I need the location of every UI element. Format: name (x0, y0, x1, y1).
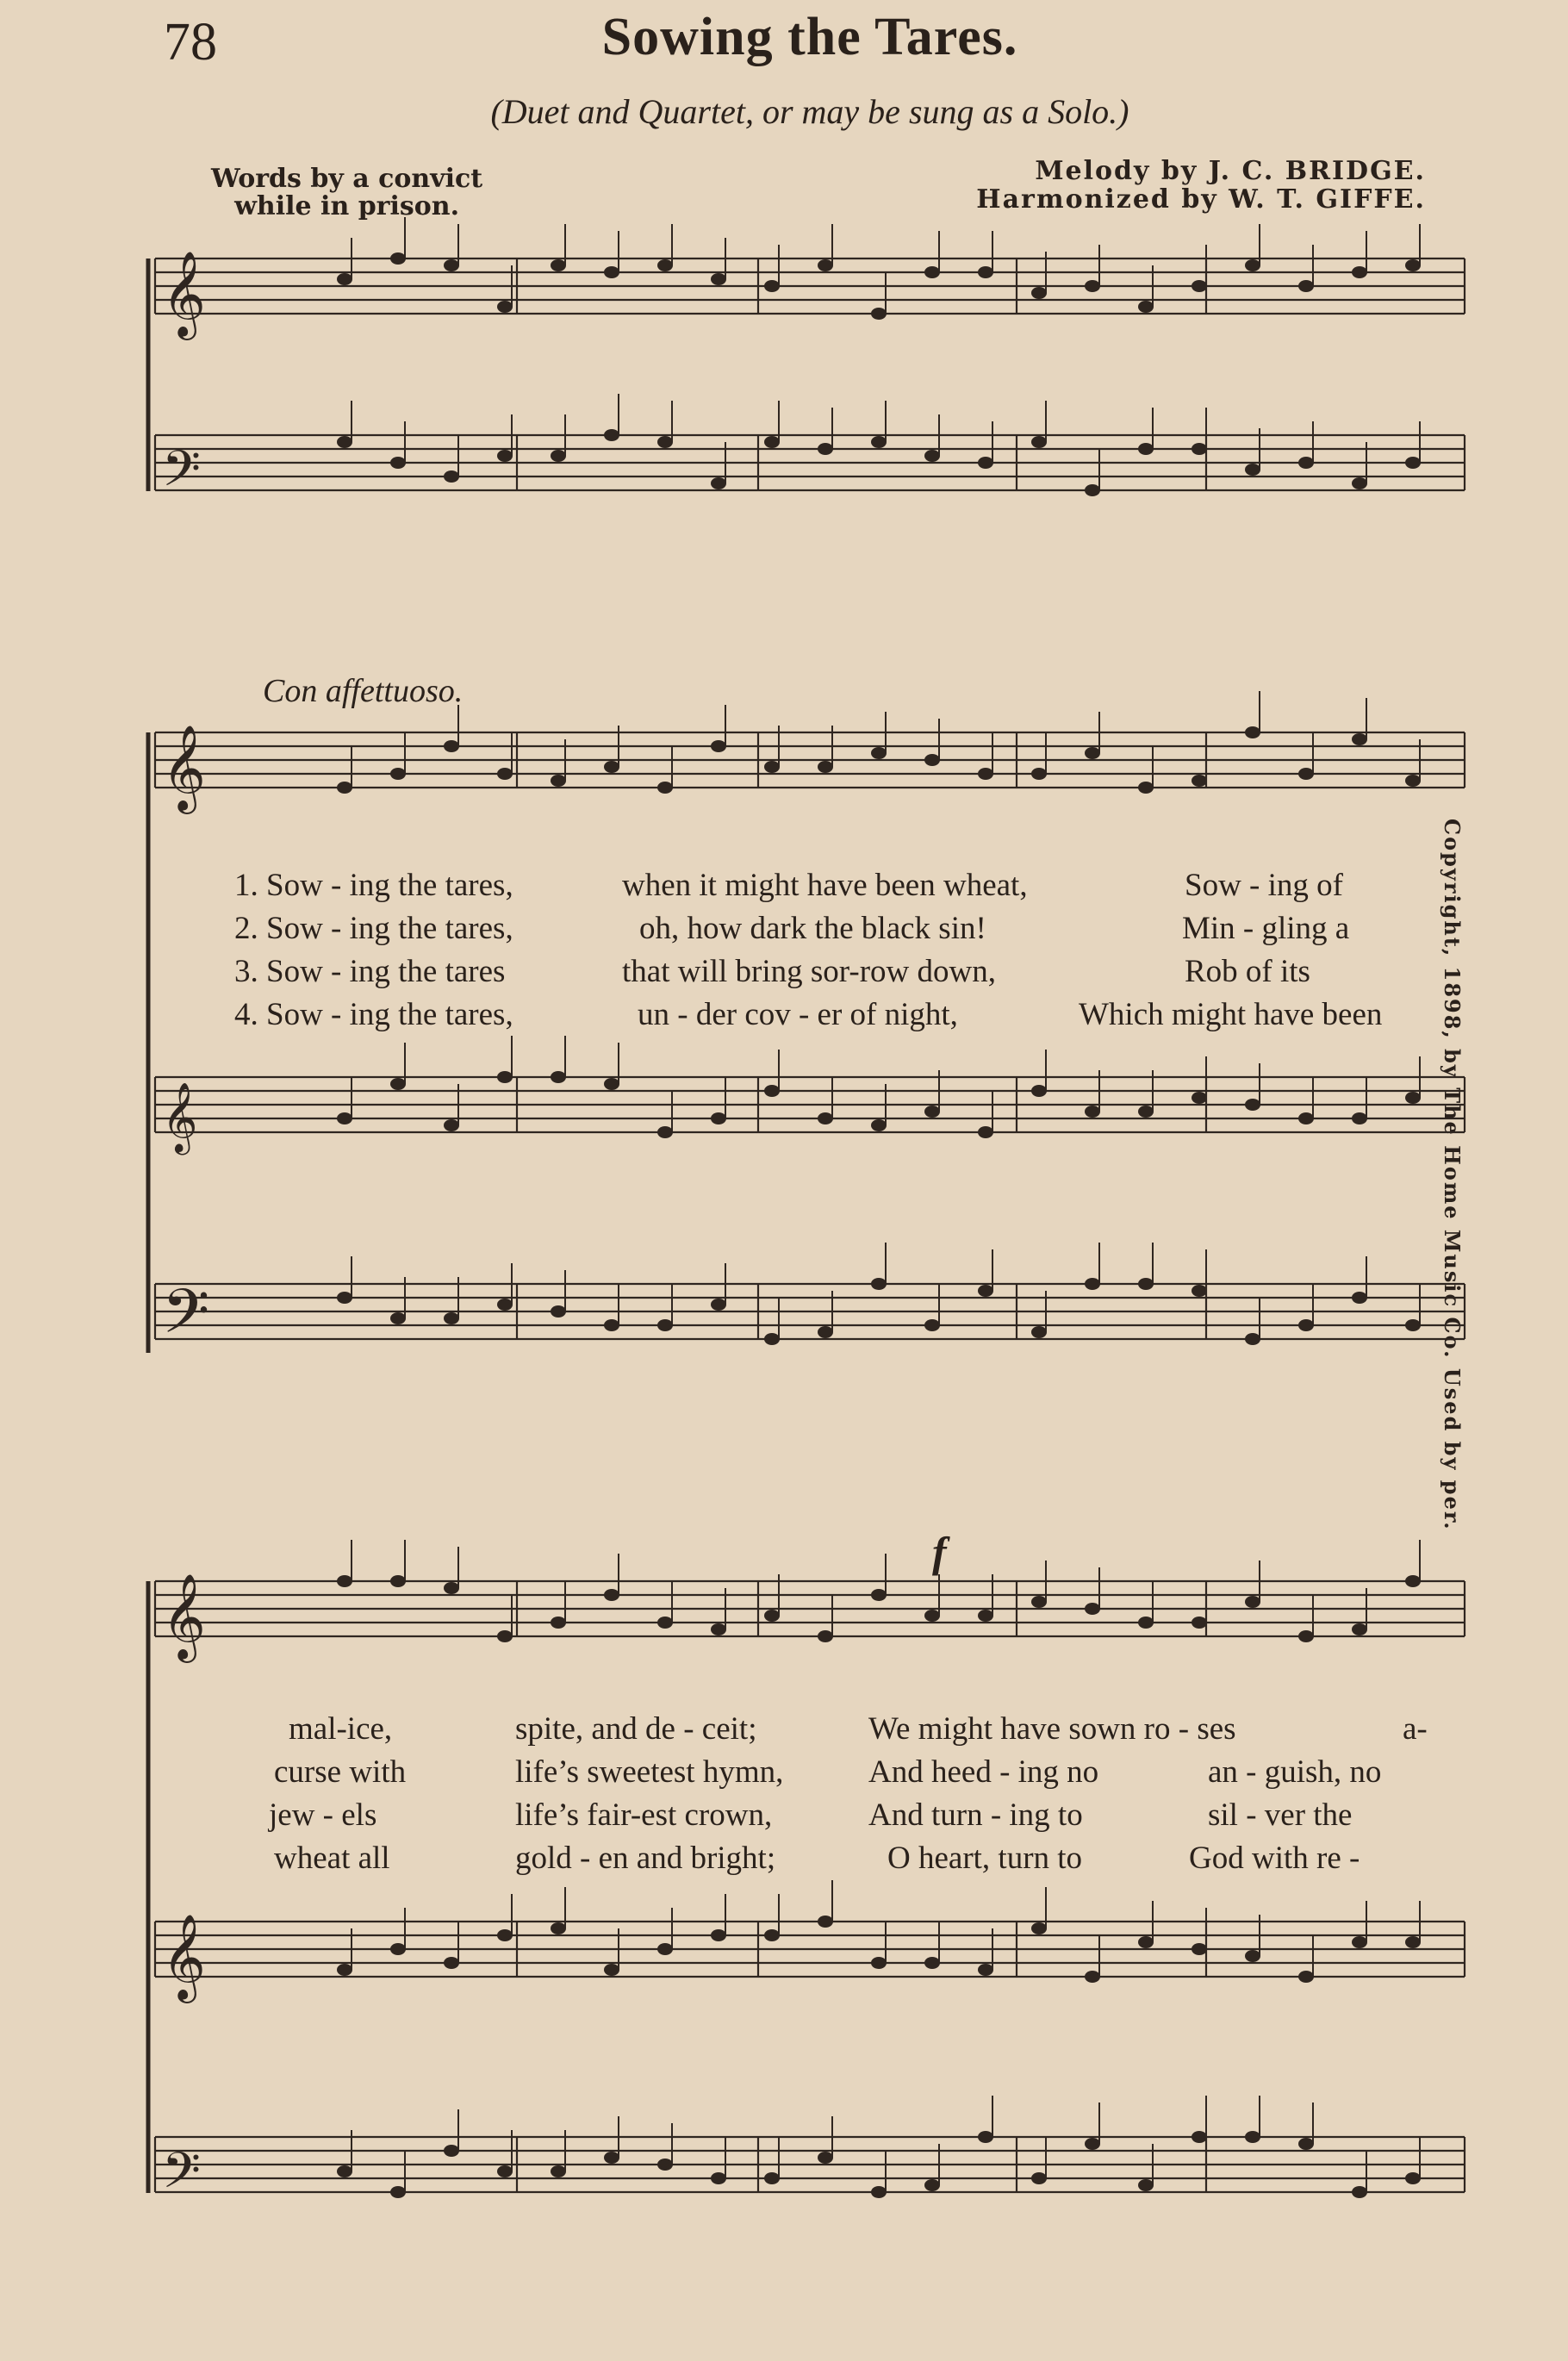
verse-1-cont-d: a- (1403, 1711, 1428, 1747)
verse-1-line-b: when it might have been wheat, (622, 868, 1028, 903)
svg-text:𝄞: 𝄞 (162, 1573, 206, 1660)
verse-2-line-a: 2. Sow - ing the tares, (234, 911, 513, 946)
verse-1-cont-a: mal-ice, (289, 1711, 393, 1747)
verse-2-cont-b: life’s sweetest hymn, (515, 1754, 784, 1790)
verse-3-line-b: that will bring sor-row down, (622, 954, 996, 989)
svg-text:𝄢: 𝄢 (162, 2141, 202, 2212)
verse-3-line-c: Rob of its (1185, 954, 1310, 989)
verse-3-cont-c: And turn - ing to (868, 1797, 1083, 1833)
verse-2-cont-a: curse with (274, 1754, 407, 1790)
words-credit-line2: while in prison. (234, 191, 460, 221)
svg-text:𝄢: 𝄢 (162, 439, 202, 510)
tempo-marking: Con affettuoso. (263, 673, 464, 709)
verse-4-cont-a: wheat all (274, 1841, 390, 1876)
melody-credit: Melody by J. C. BRIDGE. (1035, 156, 1426, 186)
verse-4-line-b: un - der cov - er of night, (638, 997, 958, 1032)
copyright-notice: Copyright, 1898, by The Home Music Co. Used by per. (1440, 819, 1465, 1531)
svg-text:𝄞: 𝄞 (162, 725, 206, 811)
words-credit-line1: Words by a convict (211, 164, 483, 194)
verse-1-cont-b: spite, and de - ceit; (515, 1711, 757, 1747)
svg-text:𝄢: 𝄢 (162, 1276, 210, 1362)
verse-2-line-c: Min - gling a (1182, 911, 1350, 946)
verse-4-line-a: 4. Sow - ing the tares, (234, 997, 513, 1032)
verse-3-cont-a: jew - els (269, 1797, 377, 1833)
verse-4-line-c: Which might have been (1079, 997, 1383, 1032)
verse-2-cont-c: And heed - ing no (868, 1754, 1099, 1790)
verse-1-line-a: 1. Sow - ing the tares, (234, 868, 513, 903)
page-number: 78 (164, 13, 217, 72)
verse-4-cont-b: gold - en and bright; (515, 1841, 776, 1876)
verse-1-line-c: Sow - ing of (1185, 868, 1343, 903)
hymn-subtitle: (Duet and Quartet, or may be sung as a Solo.) (490, 92, 1129, 131)
svg-text:𝄞: 𝄞 (162, 251, 206, 337)
verse-4-cont-d: God with re - (1189, 1841, 1360, 1876)
svg-text:𝄞: 𝄞 (162, 1914, 206, 2000)
verse-3-cont-d: sil - ver the (1208, 1797, 1353, 1833)
hymn-title: Sowing the Tares. (601, 8, 1018, 66)
verse-1-cont-c: We might have sown ro - ses (868, 1711, 1236, 1747)
dynamic-marking: f (932, 1528, 947, 1576)
verse-3-cont-b: life’s fair-est crown, (515, 1797, 773, 1833)
harmony-credit: Harmonized by W. T. GIFFE. (976, 184, 1426, 215)
verse-4-cont-c: O heart, turn to (887, 1841, 1083, 1876)
verse-3-line-a: 3. Sow - ing the tares (234, 954, 506, 989)
verse-2-line-b: oh, how dark the black sin! (639, 911, 986, 946)
verse-2-cont-d: an - guish, no (1208, 1754, 1382, 1790)
svg-text:𝄞: 𝄞 (162, 1081, 198, 1152)
